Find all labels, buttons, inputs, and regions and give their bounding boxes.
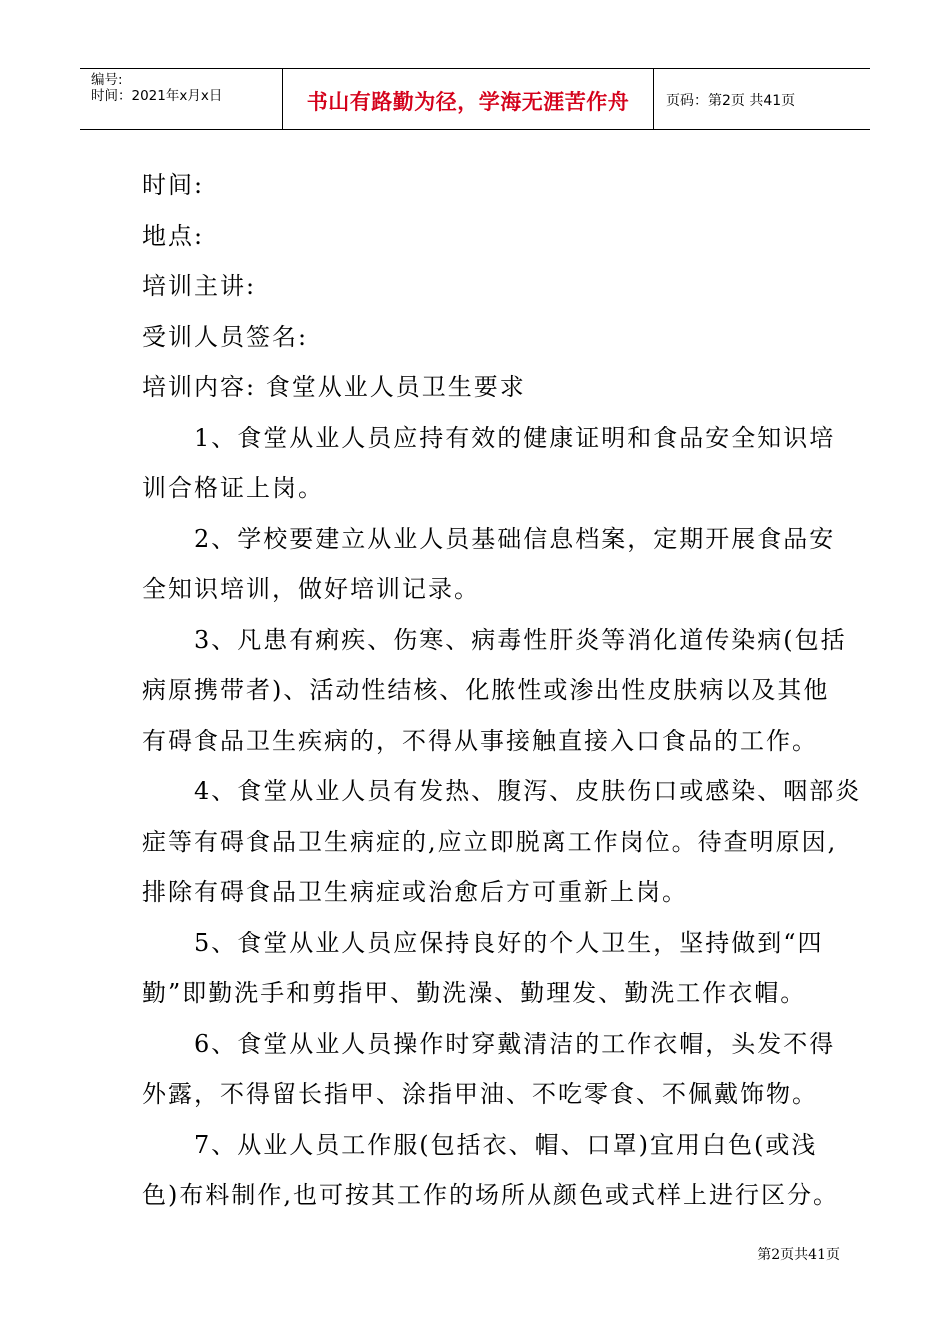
page-footer: 第2页共41页 xyxy=(757,1247,840,1263)
signature-field: 受训人员签名: xyxy=(142,322,309,351)
text-line: 训合格证上岗。 xyxy=(142,474,324,502)
place-field: 地点: xyxy=(142,221,205,250)
text-line: 全知识培训，做好培训记录。 xyxy=(142,575,480,603)
time-field: 时间: xyxy=(142,171,205,199)
text-line: 色)布料制作,也可按其工作的场所从颜色或式样上进行区分。 xyxy=(142,1181,839,1209)
text-line: 7、从业人员工作服(包括衣、帽、口罩)宜用白色(或浅 xyxy=(194,1130,818,1159)
text-line: 外露，不得留长指甲、涂指甲油、不吃零食、不佩戴饰物。 xyxy=(142,1080,818,1108)
text-line: 5、食堂从业人员应保持良好的个人卫生，坚持做到“四 xyxy=(194,928,824,957)
text-line: 症等有碍食品卫生病症的,应立即脱离工作岗位。待查明原因, xyxy=(142,827,838,856)
text-line: 6、食堂从业人员操作时穿戴清洁的工作衣帽，头发不得 xyxy=(194,1029,836,1058)
document-number-label: 编号: xyxy=(91,72,123,88)
lecturer-field: 培训主讲: xyxy=(142,272,257,300)
text-line: 3、凡患有痢疾、伤寒、病毒性肝炎等消化道传染病(包括 xyxy=(194,625,847,654)
text-line: 有碍食品卫生疾病的，不得从事接触直接入口食品的工作。 xyxy=(142,726,818,755)
text-line: 1、食堂从业人员应持有效的健康证明和食品安全知识培 xyxy=(194,423,836,452)
text-line: 2、学校要建立从业人员基础信息档案，定期开展食品安 xyxy=(194,524,836,553)
training-topic: 培训内容: 食堂从业人员卫生要求 xyxy=(142,373,526,401)
document-date-label: 时间：2021年x月x日 xyxy=(91,88,223,104)
text-line: 排除有碍食品卫生病症或治愈后方可重新上岗。 xyxy=(142,878,688,906)
header-page-number: 页码：第2页 共41页 xyxy=(666,93,796,109)
page-header xyxy=(80,68,870,130)
text-line: 4、食堂从业人员有发热、腹泻、皮肤伤口或感染、咽部炎 xyxy=(194,777,862,805)
header-left-cell xyxy=(80,69,283,129)
text-line: 病原携带者)、活动性结核、化脓性或渗出性皮肤病以及其他 xyxy=(142,676,830,704)
text-line: 勤”即勤洗手和剪指甲、勤洗澡、勤理发、勤洗工作衣帽。 xyxy=(142,979,807,1007)
header-motto-cell xyxy=(283,69,654,129)
header-motto: 书山有路勤为径，学海无涯苦作舟 xyxy=(306,90,630,114)
header-page-cell xyxy=(654,69,870,129)
document-body xyxy=(142,160,862,1221)
